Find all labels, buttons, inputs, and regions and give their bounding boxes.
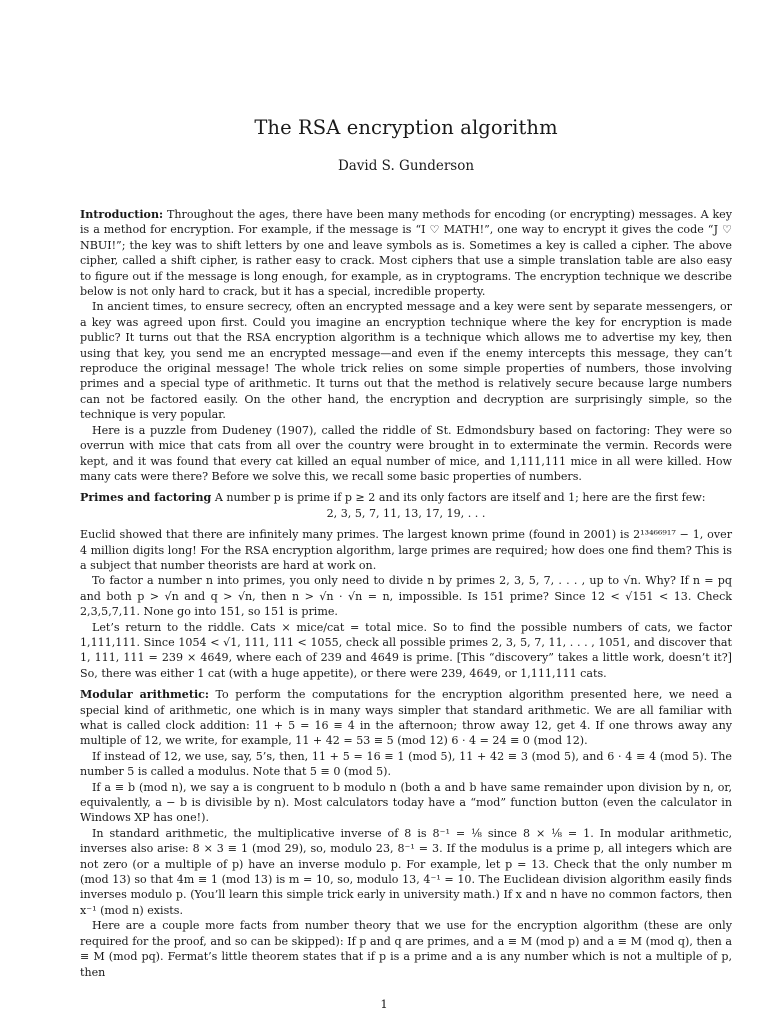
section-heading-modular: Modular arithmetic: xyxy=(80,688,210,702)
primes-display-list: 2, 3, 5, 7, 11, 13, 17, 19, . . . xyxy=(326,506,486,520)
modular-paragraph-4: In standard arithmetic, the multiplicative inverse of 8 is 8⁻¹ = ⅛ since 8 × ⅛ = 1. In modular arithmetic, inverses also arise: 8 × 3 ≡ 1 (mod 29), so, modulo 23, 8⁻¹ = 3. If the modulus is a prime p, all integers which are not zero (or a multiple of p) have an inverse modulo p. For example, let p = 13. Check that the only number m (mod 13) so that 4m ≡ 1 (mod 13) is m = 10, so, modulo 13, 4⁻¹ = 10. The Euclidean division algorithm easily finds inverses modulo p. (You’ll learn this simple trick early in university math.) If x and n have no common factors, then x⁻¹ (mod n) exists. xyxy=(80,826,732,917)
section-heading-introduction: Introduction: xyxy=(80,208,164,221)
intro-text-1: Throughout the ages, there have been many methods for encoding (or encrypting) messages. A key is a method for encryption. For example, if the message is “I ♡ MATH!”, one way to encrypt it gives the code “J ♡ NBUI!”; the key was to shift letters by one and leave symbols as is. Sometimes a key is called a cipher. The above cipher, called a shift cipher, is rather easy to crack. Most ciphers that use a simple translation table are also easy to figure out if the message is long enough, for example, as in cryptograms. The encryption technique we describe below is not only hard to crack, but it has a special, incredible property. xyxy=(80,208,733,299)
paper-author: David S. Gunderson xyxy=(337,158,475,174)
modular-paragraph-5: Here are a couple more facts from number theory that we use for the encryption algorithm (these are only required for the proof, and so can be skipped): If p and q are primes, and a ≡ M (mod p) and a ≡ M (mod q), then a ≡ M (mod pq). Fermat’s little theorem states that if p is a prime and a is any number which is not a multiple of p, then xyxy=(80,919,732,979)
primes-paragraph-3: To factor a number n into primes, you only need to divide n by primes 2, 3, 5, 7, . . . , up to √n. Why? If n = pq and both p > √n and q > √n, then n > √n · √n = n, impossible. Is 151 prime? Since 12 < √151 < 13. Check 2,3,5,7,11. None go into 151, so 151 is prime. xyxy=(80,574,732,619)
page-number: 1 xyxy=(380,997,388,1011)
primes-text-1: A number p is prime if p ≥ 2 and its only factors are itself and 1; here are the first few: xyxy=(214,491,706,505)
modular-text-1: To perform the computations for the encryption algorithm presented here, we need a special kind of arithmetic, one which is in many ways simpler that standard arithmetic. We are all familiar with what is called clock addition: 11 + 5 = 16 ≡ 4 in the afternoon; throw away 12, get 4. If one throws away any multiple of 12, we write, for example, 11 + 42 = 53 ≡ 5 (mod 12) 6 · 4 = 24 ≡ 0 (mod 12). xyxy=(80,688,732,748)
intro-paragraph-1 xyxy=(80,207,732,299)
intro-paragraph-2: In ancient times, to ensure secrecy, often an encrypted message and a key were sent by separate messengers, or a key was agreed upon first. Could you imagine an encryption technique where the key for encryption is made public? It turns out that the RSA encryption algorithm is a technique which allows me to advertise my key, then using that key, you send me an encrypted message—and even if the enemy intercepts this message, they can’t reproduce the original message! The whole trick relies on some simple properties of numbers, those involving primes and a special type of arithmetic. It turns out that the method is relatively secure because large numbers can not be factored easily. On the other hand, the encryption and decryption are surprisingly simple, so the technique is very popular. xyxy=(80,300,732,422)
modular-paragraph-1 xyxy=(80,687,732,749)
primes-paragraph-2: Euclid showed that there are infinitely many primes. The largest known prime (found in 2001) is 2¹³⁴⁶⁶⁹¹⁷ − 1, over 4 million digits long! For the RSA encryption algorithm, large primes are required; how does one find them? This is a subject that number theorists are hard at work on. xyxy=(80,528,732,572)
primes-paragraph-1 xyxy=(80,490,732,505)
modular-paragraph-2: If instead of 12, we use, say, 5’s, then, 11 + 5 = 16 ≡ 1 (mod 5), 11 + 42 ≡ 3 (mod 5), and 6 · 4 ≡ 4 (mod 5). The number 5 is called a modulus. Note that 5 ≡ 0 (mod 5). xyxy=(80,749,732,779)
paper-body xyxy=(80,207,732,980)
paper-title: The RSA encryption algorithm xyxy=(254,116,558,139)
primes-paragraph-4: Let’s return to the riddle. Cats × mice/cat = total mice. So to find the possible numbers of cats, we factor 1,111,111. Since 1054 < √1, 111, 111 < 1055, check all possible primes 2, 3, 5, 7, 11, . . . , 1051, and discover that 1, 111, 111 = 239 × 4649, where each of 239 and 4649 is prime. [This “discovery” takes a little work, doesn’t it?] So, there was either 1 cat (with a huge appetite), or there were 239, 4649, or 1,111,111 cats. xyxy=(80,620,732,680)
section-heading-primes: Primes and factoring xyxy=(80,491,212,505)
modular-paragraph-3: If a ≡ b (mod n), we say a is congruent to b modulo n (both a and b have same remainder upon division by n, or, equivalently, a − b is divisible by n). Most calculators today have a “mod” function button (even the calculator in Windows XP has one!). xyxy=(80,780,732,825)
intro-paragraph-3: Here is a puzzle from Dudeney (1907), called the riddle of St. Edmondsbury based on factoring: They were so overrun with mice that cats from all over the country were brought in to exterminate the vermin. Records were kept, and it was found that every cat killed an equal number of mice, and 1,111,111 mice in all were killed. How many cats were there? Before we solve this, we recall some basic properties of numbers. xyxy=(80,423,732,483)
